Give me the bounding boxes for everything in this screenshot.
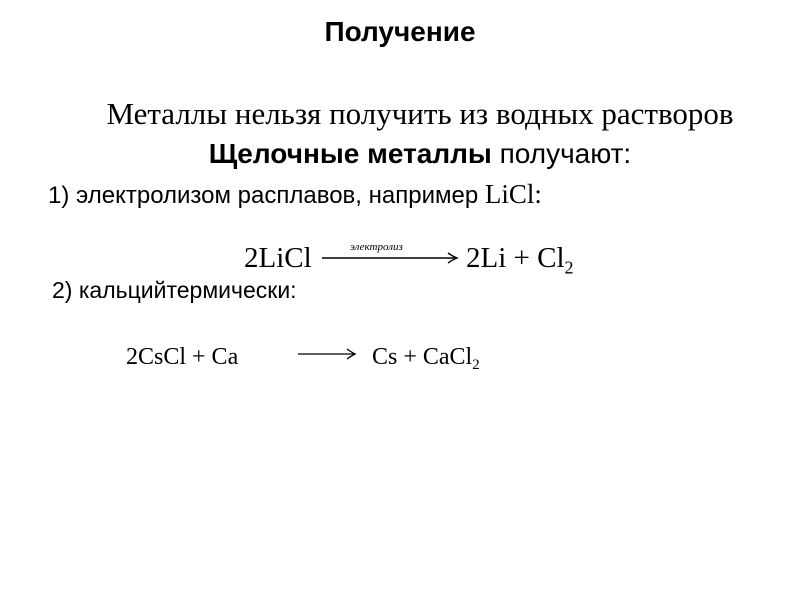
right-arrow-icon [298,346,358,362]
equation-1-lhs: 2LiCl [244,242,312,274]
arrow-label: электролиз [350,241,403,253]
equation-1-rhs [466,238,574,278]
equation-1-rhs-sub: 2 [564,257,574,278]
slide-title: Получение [324,16,476,47]
equation-1-rhs-main: 2Li + Cl [466,242,565,274]
subheading-line [0,136,800,172]
equation-2-lhs: 2CsCl + Ca [126,344,239,370]
equation-2-rhs-main: Cs + CaCl [372,344,473,370]
statement-line: Металлы нельзя получить из водных растворов [106,96,734,131]
subheading-bold: Щелочные металлы [208,138,492,169]
method-1-formula: LiCl: [484,179,542,209]
right-arrow-icon [322,250,460,266]
subheading-rest: получают: [491,138,632,169]
equation-2-rhs [372,340,480,374]
method-1 [48,178,542,212]
method-2: 2) кальцийтермически: [52,277,297,303]
method-1-text: 1) электролизом расплавов, например [48,182,485,209]
reaction-arrow-1 [322,238,460,278]
equation-2-rhs-sub: 2 [472,357,480,374]
